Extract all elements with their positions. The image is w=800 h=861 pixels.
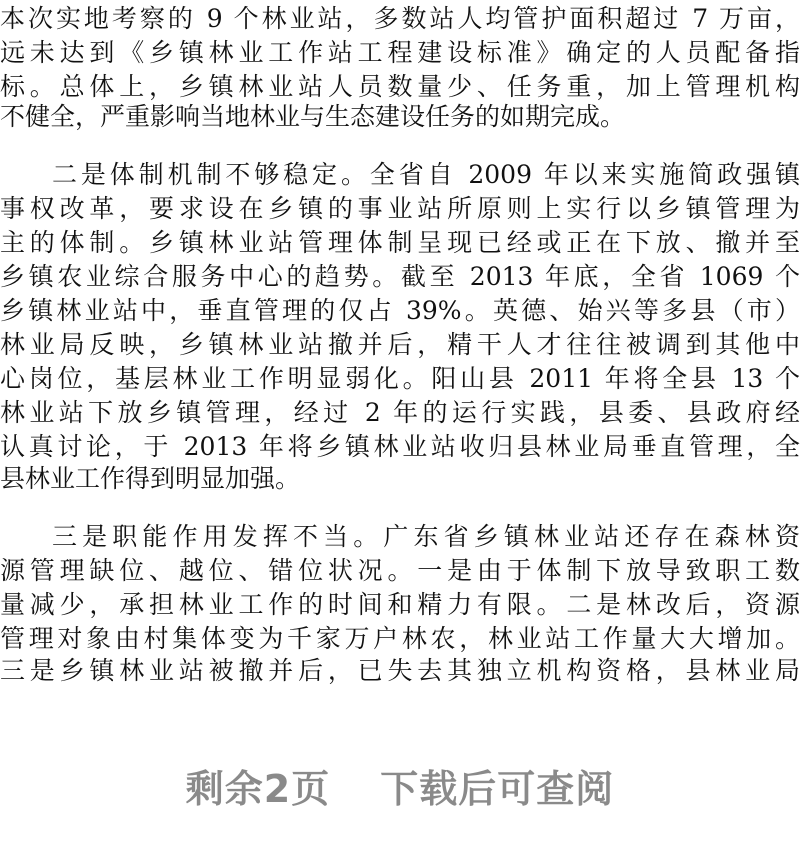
- text-line: 量减少，承担林业工作的时间和精力有限。二是林改后，资源: [0, 590, 800, 619]
- text-line: 管理对象由村集体变为千家万户林农，林业站工作量大大增加。: [0, 624, 800, 653]
- text-line: 县林业工作得到明显加强。: [0, 464, 301, 493]
- text-line: 不健全，严重影响当地林业与生态建设任务的如期完成。: [0, 102, 626, 131]
- text-line: 三是职能作用发挥不当。广东省乡镇林业站还存在森林资: [52, 522, 800, 551]
- text-line: 乡镇农业综合服务中心的趋势。截至 2013 年底，全省 1069 个: [0, 262, 800, 291]
- download-to-view-text: 下载后可查阅: [380, 767, 615, 811]
- text-line: 林业局反映，乡镇林业站撤并后，精干人才往往被调到其他中: [0, 330, 800, 359]
- text-line: 标。总体上，乡镇林业站人员数量少、任务重，加上管理机构: [0, 72, 800, 101]
- text-line: 心岗位，基层林业工作明显弱化。阳山县 2011 年将全县 13 个: [0, 364, 800, 393]
- text-line: 三是乡镇林业站被撤并后，已失去其独立机构资格，县林业局: [0, 656, 800, 685]
- text-line: 二是体制机制不够稳定。全省自 2009 年以来实施简政强镇: [52, 160, 800, 189]
- text-line: 林业站下放乡镇管理，经过 2 年的运行实践，县委、县政府经: [0, 398, 800, 427]
- text-line: 事权改革，要求设在乡镇的事业站所原则上实行以乡镇管理为: [0, 194, 800, 223]
- remaining-pages-text: 剩余2页: [185, 767, 331, 811]
- text-line: 乡镇林业站中，垂直管理的仅占 39%。英德、始兴等多县（市）: [0, 296, 800, 325]
- text-line: 认真讨论，于 2013 年将乡镇林业站收归县林业局垂直管理，全: [0, 432, 800, 461]
- text-line: 源管理缺位、越位、错位状况。一是由于体制下放导致职工数: [0, 556, 800, 585]
- text-line: 本次实地考察的 9 个林业站，多数站人均管护面积超过 7 万亩，: [0, 4, 800, 33]
- text-line: 远未达到《乡镇林业工作站工程建设标准》确定的人员配备指: [0, 38, 800, 67]
- download-notice[interactable]: [0, 758, 800, 814]
- text-line: 主的体制。乡镇林业站管理体制呈现已经或正在下放、撤并至: [0, 228, 800, 257]
